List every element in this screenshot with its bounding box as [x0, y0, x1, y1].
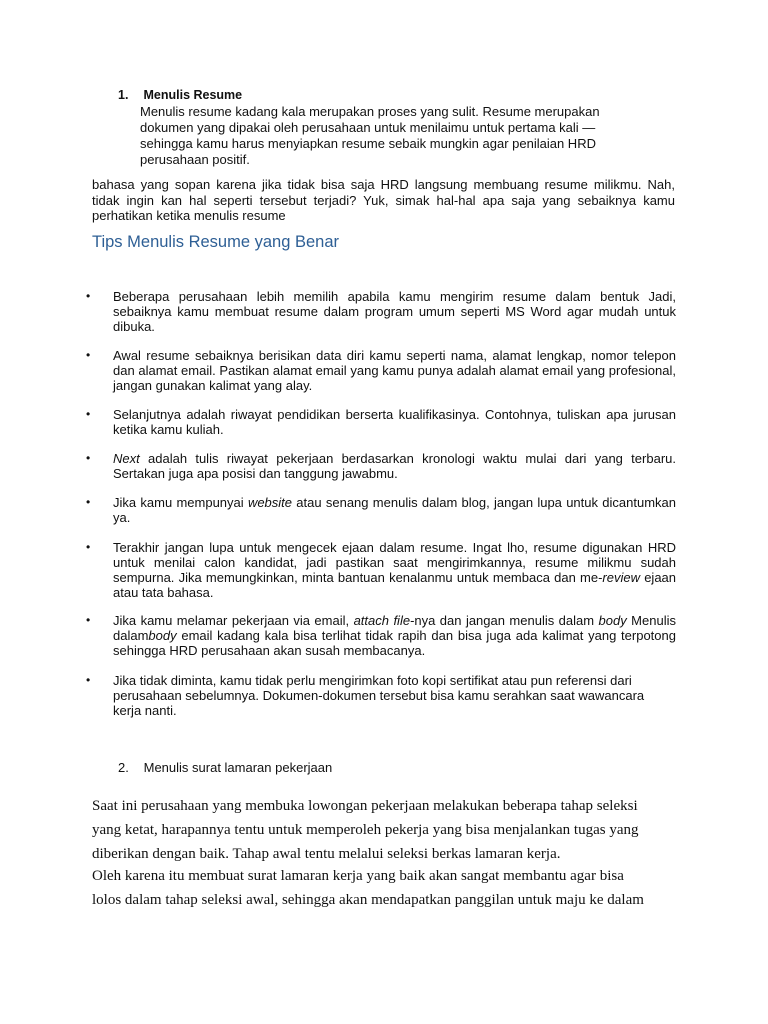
bullet-icon: •: [86, 495, 91, 509]
section-2-number: 2.: [118, 760, 129, 775]
bullet-icon: •: [86, 540, 91, 554]
paragraph-line: diberikan dengan baik. Tahap awal tentu melalui seleksi berkas lamaran kerja.: [92, 846, 561, 862]
emphasis-review: review: [602, 570, 640, 585]
list-item-text: Jika kamu mempunyai website atau senang menulis dalam blog, jangan lupa untuk dicantumkan ya.: [113, 495, 676, 525]
section-2-heading: [118, 760, 332, 775]
list-item-text: Beberapa perusahaan lebih memilih apabila kamu mengirim resume dalam bentuk Jadi, sebaiknya kamu membuat resume dalam program umum seperti MS Word agar mudah untuk dibuka.: [113, 289, 676, 334]
list-item-text: Selanjutnya adalah riwayat pendidikan berserta kualifikasinya. Contohnya, tuliskan apa jurusan ketika kamu kuliah.: [113, 407, 676, 437]
bullet-icon: •: [86, 407, 91, 421]
paragraph-selection: [92, 794, 672, 866]
intro-paragraph: bahasa yang sopan karena jika tidak bisa saja HRD langsung membuang resume milikmu. Nah, tidak ingin kan hal seperti tersebut terjadi? Yuk, simak hal-hal apa saja yang sebaiknya kamu perhatikan ketika menulis resume: [92, 177, 675, 223]
paragraph-application: [92, 864, 672, 912]
section-1-line: sehingga kamu harus menyiapkan resume sebaik mungkin agar penilaian HRD: [140, 136, 596, 151]
section-1-heading: [118, 88, 242, 102]
paragraph-line: Oleh karena itu membuat surat lamaran kerja yang baik akan sangat membantu agar bisa: [92, 868, 624, 884]
section-1-line: perusahaan positif.: [140, 152, 250, 167]
list-item-text: Awal resume sebaiknya berisikan data diri kamu seperti nama, alamat lengkap, nomor telepon dan alamat email. Pastikan alamat email yang kamu punya adalah alamat email yang profesional, jangan gunakan kalimat yang alay.: [113, 348, 676, 393]
emphasis-next: Next: [113, 451, 140, 466]
section-1-number: 1.: [118, 88, 129, 102]
emphasis-attach-file: attach file: [353, 613, 411, 628]
list-item-text: Terakhir jangan lupa untuk mengecek ejaan dalam resume. Ingat lho, resume digunakan HRD untuk menilai calon kandidat, jadi pastikan saat mengirimkannya, resume milikmu sudah sempurna. Jika memungkinkan, minta bantuan kenalanmu untuk membaca dan me-review ejaan atau tata bahasa.: [113, 540, 677, 600]
section-2-title: Menulis surat lamaran pekerjaan: [143, 760, 333, 775]
section-1-title: Menulis Resume: [143, 88, 243, 102]
paragraph-line: lolos dalam tahap seleksi awal, sehingga akan mendapatkan panggilan untuk maju ke dalam: [92, 892, 644, 908]
paragraph-line: yang ketat, harapannya tentu untuk memperoleh pekerja yang bisa menjalankan tugas yang: [92, 822, 639, 838]
bullet-icon: •: [86, 289, 91, 303]
section-1-body: [140, 104, 630, 168]
bullet-icon: •: [86, 348, 91, 362]
bullet-icon: •: [86, 451, 91, 465]
bullet-icon: •: [86, 613, 91, 627]
emphasis-body: body: [598, 613, 627, 628]
list-item-text: Jika kamu melamar pekerjaan via email, attach file-nya dan jangan menulis dalam body Menulis dalambody email kadang kala bisa terlihat tidak rapih dan bisa juga ada kalimat yang terpotong sehingga HRD perusahaan akan susah membacanya.: [113, 613, 676, 658]
tips-heading: Tips Menulis Resume yang Benar: [92, 233, 340, 251]
emphasis-website: website: [247, 495, 293, 510]
list-item-text: Next adalah tulis riwayat pekerjaan berdasarkan kronologi waktu mulai dari yang terbaru. Sertakan juga apa posisi dan tanggung jawabmu.: [113, 451, 676, 481]
bullet-icon: •: [86, 673, 91, 687]
section-1-line: Menulis resume kadang kala merupakan proses yang sulit. Resume merupakan: [140, 104, 600, 119]
list-item-text: Jika tidak diminta, kamu tidak perlu mengirimkan foto kopi sertifikat atau pun referensi dari perusahaan sebelumnya. Dokumen-dokumen tersebut bisa kamu serahkan saat wawancara kerja nanti.: [113, 673, 645, 718]
emphasis-body: body: [148, 628, 177, 643]
paragraph-line: Saat ini perusahaan yang membuka lowongan pekerjaan melakukan beberapa tahap seleksi: [92, 798, 638, 814]
section-1-line: dokumen yang dipakai oleh perusahaan untuk menilaimu untuk pertama kali —: [140, 120, 596, 135]
